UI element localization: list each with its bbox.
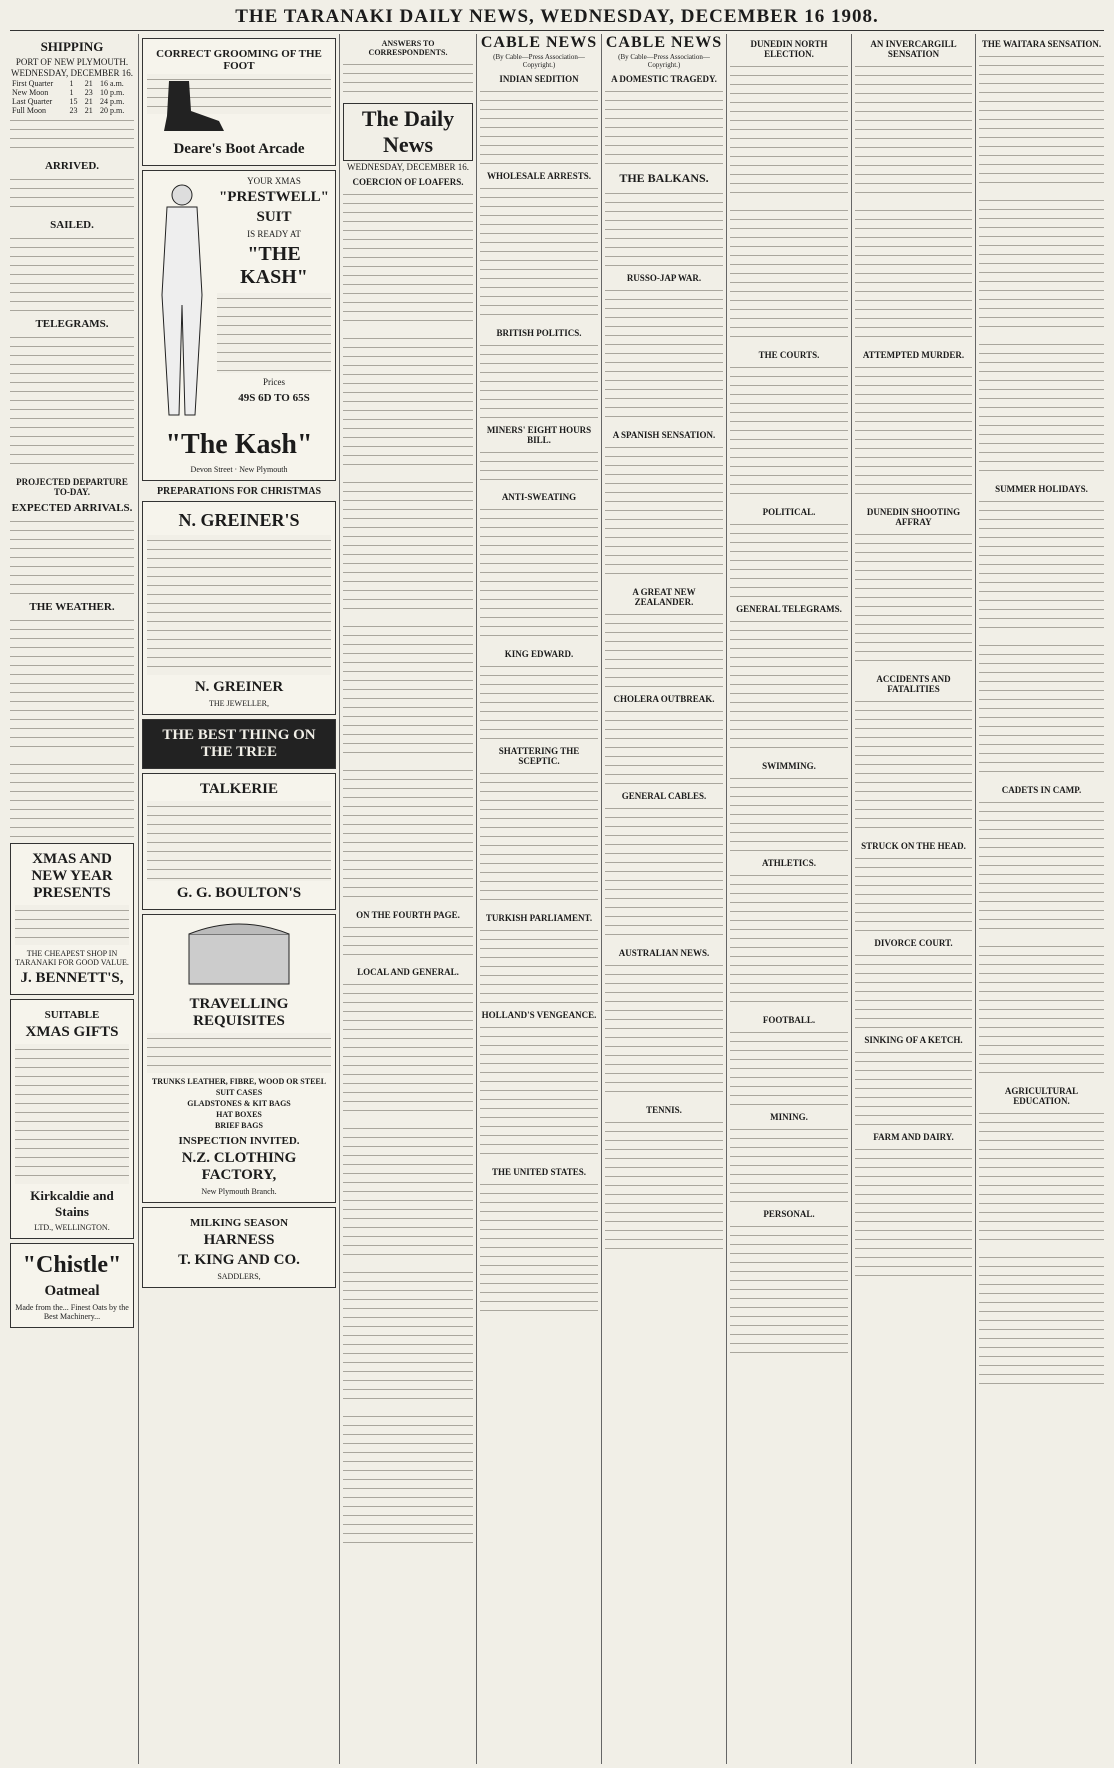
text-block (15, 905, 129, 945)
thistle-logo: "Chistle" (22, 1252, 122, 1278)
column-rule (601, 34, 602, 1764)
text-block (343, 1123, 473, 1263)
kash-logo: "The Kash" (165, 429, 313, 460)
section-heading: RUSSO-JAP WAR. (626, 273, 702, 283)
text-block (855, 205, 972, 345)
text-block (147, 535, 331, 675)
text-block (605, 285, 723, 425)
greiner-name: N. GREINER'S (178, 510, 300, 530)
section-heading: TURKISH PARLIAMENT. (485, 913, 593, 923)
fourth-page-heading: ON THE FOURTH PAGE. (356, 910, 460, 920)
text-block (343, 1411, 473, 1551)
greiner-advert (142, 501, 336, 715)
section-heading: GENERAL CABLES. (621, 791, 707, 801)
text-block (480, 661, 598, 741)
text-block (343, 477, 473, 617)
text-block (480, 86, 598, 166)
ready-at: IS READY AT (247, 229, 301, 239)
text-block (605, 803, 723, 943)
text-block (480, 768, 598, 908)
text-block (979, 941, 1104, 1081)
column-rule (851, 34, 852, 1764)
text-block (730, 362, 848, 502)
section-heading: POLITICAL. (762, 507, 816, 517)
trunk-illustration-icon (179, 919, 299, 989)
text-block (979, 496, 1104, 636)
text-block (343, 621, 473, 761)
text-block (480, 925, 598, 1005)
boulton-name: G. G. BOULTON'S (176, 885, 302, 901)
text-block (343, 765, 473, 905)
cable-news-title: CABLE NEWS (605, 34, 723, 51)
text-block (343, 1267, 473, 1407)
travelling-title: TRAVELLING REQUISITES (189, 996, 289, 1029)
cable-news-title: CABLE NEWS (480, 34, 598, 51)
column-rule (476, 34, 477, 1764)
text-block (343, 59, 473, 99)
boulton-advert (142, 773, 336, 910)
sailed-heading: SAILED. (50, 219, 94, 231)
text-block (855, 853, 972, 933)
text-block (147, 1033, 331, 1073)
byline: (By Cable—Press Association—Copyright.) (493, 53, 585, 69)
kirkcaldie-advert (10, 999, 134, 1239)
text-block (605, 960, 723, 1100)
text-block (10, 516, 134, 596)
column-news-3 (730, 34, 848, 1365)
text-block (730, 61, 848, 201)
coercion-heading: COERCION OF LOAFERS. (352, 177, 464, 187)
oatmeal-line: Oatmeal (44, 1283, 100, 1299)
text-block (217, 293, 331, 373)
section-heading: MINING. (770, 1112, 808, 1122)
text-block (855, 950, 972, 1030)
your-xmas: YOUR XMAS (247, 176, 301, 186)
section-heading: A SPANISH SENSATION. (612, 430, 716, 440)
suit-line: SUIT (256, 209, 292, 225)
expected-heading: EXPECTED ARRIVALS. (11, 502, 133, 514)
text-block (15, 1044, 129, 1184)
man-in-suit-illustration-icon (147, 175, 217, 425)
section-heading: FARM AND DAIRY. (873, 1132, 954, 1142)
section-heading: CADETS IN CAMP. (1001, 785, 1082, 795)
text-block (730, 616, 848, 756)
gladstones-line: GLADSTONES & KIT BAGS (187, 1099, 291, 1108)
section-heading: SUMMER HOLIDAYS. (995, 484, 1088, 494)
section-heading: ATTEMPTED MURDER. (862, 350, 965, 360)
branch-line: New Plymouth Branch. (201, 1187, 277, 1196)
text-block (979, 1108, 1104, 1248)
nz-clothing-name: N.Z. CLOTHING FACTORY, (181, 1150, 297, 1183)
greiner-name-footer: N. GREINER (194, 679, 284, 695)
jeweller-line: THE JEWELLER, (209, 699, 269, 708)
section-heading: SWIMMING. (762, 761, 816, 771)
text-block (343, 922, 473, 962)
kirkcaldie-name: Kirkcaldie and Stains (30, 1188, 114, 1219)
masthead: THE TARANAKI DAILY NEWS, WEDNESDAY, DECEMBER 16 1908. (10, 4, 1104, 31)
section-heading: ATHLETICS. (761, 858, 817, 868)
text-block (605, 86, 723, 166)
section-heading: HOLLAND'S VENGEANCE. (481, 1010, 597, 1020)
answers-heading: ANSWERS TO CORRESPONDENTS. (368, 39, 448, 57)
tree-banner (142, 719, 336, 769)
section-heading: WHOLESALE ARRESTS. (486, 171, 592, 181)
section-heading: THE COURTS. (758, 350, 820, 360)
text-block (480, 1179, 598, 1319)
text-block (480, 1022, 598, 1162)
paper-title: The Daily News (343, 103, 473, 161)
section-heading: DIVORCE COURT. (874, 938, 953, 948)
text-block (730, 1124, 848, 1204)
text-block (855, 362, 972, 502)
section-heading: ANTI-SWEATING (501, 492, 577, 502)
text-block (979, 1252, 1104, 1392)
text-block (343, 333, 473, 473)
section-heading: SHATTERING THE SCEPTIC. (498, 746, 580, 766)
section-heading: SINKING OF A KETCH. (864, 1035, 963, 1045)
shipping-heading: SHIPPING (40, 39, 104, 54)
section-heading: THE UNITED STATES. (492, 1167, 586, 1177)
paper-date: WEDNESDAY, DECEMBER 16. (346, 162, 469, 172)
column-shipping (10, 34, 134, 1332)
correct-grooming: CORRECT GROOMING OF THE FOOT (156, 48, 322, 72)
text-block (605, 442, 723, 582)
text-block (730, 870, 848, 1010)
text-block (855, 1144, 972, 1284)
travelling-advert (142, 914, 336, 1203)
text-block (10, 174, 134, 214)
text-block (855, 1047, 972, 1127)
text-block (10, 615, 134, 755)
section-heading: THE BALKANS. (619, 171, 709, 185)
saddlers-line: SADDLERS, (217, 1272, 261, 1281)
text-block (10, 233, 134, 313)
harness-title: HARNESS (203, 1232, 275, 1248)
tree-title: THE BEST THING ON THE TREE (162, 727, 316, 760)
text-block (730, 1027, 848, 1107)
text-block (480, 183, 598, 323)
king-advert (142, 1207, 336, 1288)
column-cable-news-1 (480, 34, 598, 1323)
section-heading: DUNEDIN SHOOTING AFFRAY (866, 507, 961, 527)
date-line: WEDNESDAY, DECEMBER 16. (10, 68, 133, 78)
text-block (605, 188, 723, 268)
column-rule (138, 34, 139, 1764)
trunks-line: TRUNKS LEATHER, FIBRE, WOOD OR STEEL (151, 1077, 327, 1086)
section-heading: A DOMESTIC TRAGEDY. (611, 74, 717, 84)
text-block (979, 195, 1104, 335)
section-heading: BRITISH POLITICS. (496, 328, 582, 338)
section-heading: TENNIS. (646, 1105, 682, 1115)
price-range: 49S 6D TO 65S (238, 392, 310, 404)
section-heading: FOOTBALL. (762, 1015, 816, 1025)
section-heading: STRUCK ON THE HEAD. (861, 841, 966, 851)
column-news-4 (855, 34, 972, 1288)
text-block (855, 696, 972, 836)
bennett-advert (10, 843, 134, 995)
the-kash-title: "THE KASH" (240, 243, 308, 288)
suitcases-line: SUIT CASES (215, 1088, 263, 1097)
text-block (979, 51, 1104, 191)
text-block (147, 801, 331, 881)
section-heading: AN INVERCARGILL SENSATION (870, 39, 957, 59)
section-heading: CHOLERA OUTBREAK. (613, 694, 715, 704)
text-block (10, 332, 134, 472)
bennett-name: J. BENNETT'S, (20, 970, 124, 986)
text-block (605, 609, 723, 689)
arrived-heading: ARRIVED. (44, 160, 100, 172)
column-adverts (142, 34, 336, 1292)
section-heading: MINERS' EIGHT HOURS BILL. (486, 425, 592, 445)
text-block (343, 979, 473, 1119)
section-heading: PERSONAL. (763, 1209, 815, 1219)
thistle-advert (10, 1243, 134, 1328)
text-block (10, 759, 134, 839)
text-block (480, 340, 598, 420)
byline: (By Cable—Press Association—Copyright.) (618, 53, 710, 69)
hatboxes-line: HAT BOXES (216, 1110, 262, 1119)
wellington-line: LTD., WELLINGTON. (34, 1223, 110, 1232)
column-editorial (343, 34, 473, 1555)
cheapest-line: THE CHEAPEST SHOP IN TARANAKI FOR GOOD VALUE. (15, 949, 129, 967)
section-heading: AGRICULTURAL EDUCATION. (1004, 1086, 1079, 1106)
prestwell-title: "PRESTWELL" (218, 189, 330, 205)
section-heading: AUSTRALIAN NEWS. (618, 948, 710, 958)
inspection-line: INSPECTION INVITED. (178, 1135, 300, 1147)
kash-advert (142, 170, 336, 481)
text-block (855, 61, 972, 201)
section-heading: INDIAN SEDITION (499, 74, 579, 84)
tking-name: T. KING AND CO. (178, 1252, 300, 1268)
section-heading: A GREAT NEW ZEALANDER. (632, 587, 696, 607)
deare-advert (142, 38, 336, 166)
column-rule (339, 34, 340, 1764)
preparations-heading: PREPARATIONS FOR CHRISTMAS (156, 486, 322, 497)
kash-address: Devon Street · New Plymouth (190, 465, 288, 474)
text-block (855, 529, 972, 669)
finest-line: Made from the... Finest Oats by the Best Machinery... (15, 1303, 129, 1321)
local-general-heading: LOCAL AND GENERAL. (357, 967, 459, 977)
text-block (730, 1221, 848, 1361)
briefbags-line: BRIEF BAGS (215, 1121, 263, 1130)
talkerie-name: TALKERIE (199, 781, 279, 797)
column-news-5 (979, 34, 1104, 1396)
boot-illustration-icon (149, 76, 229, 136)
moon-phase-table: First Quarter 1 21 16 a.m. New Moon 1 23 10 p.m. Last Quarter 15 21 24 p.m. Full Moon 23 21 20 p.m. (12, 79, 125, 115)
milking-title: MILKING SEASON (189, 1217, 289, 1229)
weather-heading: THE WEATHER. (29, 601, 115, 613)
text-block (979, 640, 1104, 780)
section-heading: DUNEDIN NORTH ELECTION. (750, 39, 828, 59)
text-block (979, 339, 1104, 479)
column-rule (726, 34, 727, 1764)
section-heading: KING EDWARD. (504, 649, 574, 659)
port-heading: PORT OF NEW PLYMOUTH. (15, 57, 129, 67)
text-block (730, 773, 848, 853)
xmas-presents-title: XMAS AND NEW YEAR PRESENTS (31, 851, 113, 901)
section-heading: ACCIDENTS AND FATALITIES (876, 674, 951, 694)
xmas-gifts-title: XMAS GIFTS (25, 1024, 119, 1040)
text-block (605, 1117, 723, 1257)
column-rule (975, 34, 976, 1764)
prices-label: Prices (263, 377, 285, 387)
section-heading: GENERAL TELEGRAMS. (736, 604, 842, 614)
telegrams-heading: TELEGRAMS. (35, 318, 109, 330)
projected-heading: PROJECTED DEPARTURE TO-DAY. (16, 477, 128, 497)
deare-name: Deare's Boot Arcade (173, 141, 305, 157)
text-block (10, 115, 134, 155)
section-heading: THE WAITARA SENSATION. (981, 39, 1102, 49)
text-block (730, 519, 848, 599)
text-block (730, 205, 848, 345)
suitable-line: SUITABLE (44, 1009, 100, 1021)
text-block (480, 447, 598, 487)
column-cable-news-2 (605, 34, 723, 1261)
text-block (979, 797, 1104, 937)
text-block (343, 189, 473, 329)
text-block (480, 504, 598, 644)
text-block (605, 706, 723, 786)
